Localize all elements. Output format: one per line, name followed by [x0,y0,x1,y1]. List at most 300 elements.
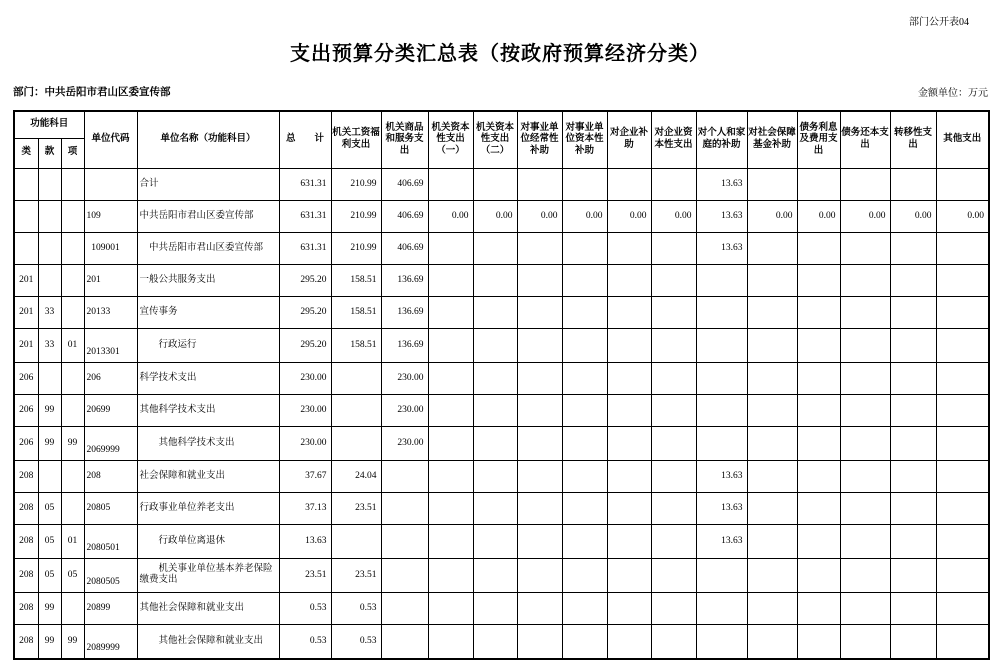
func-xiang-cell: 01 [61,328,84,362]
value-cell [517,592,562,624]
value-cell [473,426,517,460]
value-cell: 136.69 [381,296,428,328]
table-body [14,168,989,659]
unit-name-header: 单位名称（功能科目） [137,111,279,168]
value-cell [840,394,890,426]
value-cell [936,168,989,200]
value-cell [936,592,989,624]
value-cell [696,624,747,659]
value-cell [381,492,428,524]
value-cell: 0.00 [517,200,562,232]
func-xiang-cell [61,200,84,232]
value-cell [797,328,840,362]
value-cell: 295.20 [279,328,331,362]
func-lei-cell: 201 [14,264,38,296]
value-cell [562,426,607,460]
value-cell [651,624,696,659]
unit-name-cell: 行政单位离退休 [137,524,279,558]
value-col-header: 机关资本性支出（二） [473,111,517,168]
value-cell: 0.00 [797,200,840,232]
value-col-header: 转移性支出 [890,111,936,168]
value-cell [473,168,517,200]
value-cell [607,264,651,296]
value-cell [747,264,797,296]
value-cell [747,558,797,592]
value-cell [517,460,562,492]
value-cell [473,558,517,592]
value-cell: 0.53 [331,592,381,624]
value-cell [331,394,381,426]
value-cell: 230.00 [381,394,428,426]
value-cell [651,168,696,200]
value-cell [797,524,840,558]
value-cell [840,524,890,558]
func-lei-cell [14,168,38,200]
func-xiang-cell [61,264,84,296]
value-cell [797,426,840,460]
value-cell [747,624,797,659]
value-cell [936,558,989,592]
value-cell [651,296,696,328]
value-cell: 631.31 [279,232,331,264]
func-lei-cell: 208 [14,524,38,558]
func-group-header: 功能科目 [14,111,84,138]
value-cell: 24.04 [331,460,381,492]
value-cell [747,492,797,524]
table-row [14,200,989,232]
value-cell [890,592,936,624]
unit-code-cell: 109001 [84,232,137,264]
value-cell [696,394,747,426]
value-cell [890,558,936,592]
table-row [14,524,989,558]
value-cell [840,232,890,264]
table-row [14,362,989,394]
value-cell [428,624,473,659]
unit-name-cell: 科学技术支出 [137,362,279,394]
value-cell: 0.53 [279,592,331,624]
value-cell: 406.69 [381,200,428,232]
value-cell [428,394,473,426]
value-cell: 0.00 [607,200,651,232]
unit-code-cell: 208 [84,460,137,492]
value-cell [562,394,607,426]
value-cell: 0.00 [890,200,936,232]
value-col-header: 对社会保障基金补助 [747,111,797,168]
value-cell: 23.51 [331,558,381,592]
table-row [14,232,989,264]
unit-name-cell: 宣传事务 [137,296,279,328]
value-cell [562,592,607,624]
table-row [14,460,989,492]
value-cell [562,492,607,524]
value-cell [473,232,517,264]
value-cell [797,492,840,524]
value-cell: 158.51 [331,328,381,362]
value-cell [840,264,890,296]
value-cell [607,460,651,492]
value-cell [517,558,562,592]
value-cell: 13.63 [696,200,747,232]
value-cell [428,460,473,492]
value-col-header: 债务还本支出 [840,111,890,168]
value-cell: 23.51 [331,492,381,524]
value-cell [936,524,989,558]
value-cell [651,394,696,426]
value-cell [607,624,651,659]
func-xiang-cell: 99 [61,624,84,659]
value-cell: 230.00 [381,426,428,460]
value-cell [381,558,428,592]
value-cell [890,264,936,296]
table-row [14,592,989,624]
value-cell [428,296,473,328]
value-cell [473,394,517,426]
value-col-header: 机关商品和服务支出 [381,111,428,168]
value-cell [517,264,562,296]
value-cell [473,492,517,524]
value-cell [428,264,473,296]
value-cell [517,394,562,426]
func-lei-cell: 206 [14,426,38,460]
unit-code-cell: 20805 [84,492,137,524]
unit-name-cell: 一般公共服务支出 [137,264,279,296]
value-cell: 631.31 [279,168,331,200]
func-xiang-cell: 05 [61,558,84,592]
func-kuan-cell: 99 [38,394,61,426]
value-cell [840,426,890,460]
value-cell [747,592,797,624]
func-sub-header: 款 [38,138,61,168]
table-row [14,624,989,659]
value-cell [936,362,989,394]
value-cell [381,460,428,492]
value-cell [562,362,607,394]
unit-name-cell: 行政事业单位养老支出 [137,492,279,524]
value-cell [936,296,989,328]
value-cell: 0.00 [936,200,989,232]
value-cell [890,524,936,558]
value-cell: 230.00 [279,394,331,426]
func-xiang-cell [61,592,84,624]
value-col-header: 债务利息及费用支出 [797,111,840,168]
value-cell [696,426,747,460]
value-cell [607,168,651,200]
page-title: 支出预算分类汇总表（按政府预算经济分类） [290,43,710,65]
value-cell [890,168,936,200]
value-cell [381,624,428,659]
value-cell [517,296,562,328]
value-cell: 158.51 [331,264,381,296]
func-kuan-cell [38,362,61,394]
value-cell [562,296,607,328]
value-cell [428,524,473,558]
value-cell [428,168,473,200]
value-cell [517,168,562,200]
value-cell [797,362,840,394]
value-cell [696,296,747,328]
value-cell [696,592,747,624]
value-col-header: 对事业单位经常性补助 [517,111,562,168]
func-kuan-cell [38,168,61,200]
func-xiang-cell [61,460,84,492]
value-cell: 230.00 [279,426,331,460]
value-cell [797,394,840,426]
value-cell [747,232,797,264]
value-col-header: 机关资本性支出（一） [428,111,473,168]
func-xiang-cell: 01 [61,524,84,558]
value-cell [696,558,747,592]
value-cell [562,624,607,659]
amount-unit-note: 金额单位：万元 [918,88,988,99]
unit-code-cell: 2080501 [84,524,137,558]
value-cell [747,524,797,558]
unit-code-cell: 2080505 [84,558,137,592]
value-cell [797,296,840,328]
value-cell [936,328,989,362]
value-cell [607,394,651,426]
value-cell [747,394,797,426]
value-cell: 0.53 [331,624,381,659]
value-cell [428,362,473,394]
value-col-header: 机关工资福利支出 [331,111,381,168]
value-col-header: 对个人和家庭的补助 [696,111,747,168]
value-cell [890,624,936,659]
unit-name-cell: 其他社会保障和就业支出 [137,592,279,624]
func-xiang-cell [61,394,84,426]
func-kuan-cell: 05 [38,524,61,558]
value-cell [517,328,562,362]
value-cell [473,328,517,362]
value-cell [747,328,797,362]
value-cell [890,232,936,264]
func-lei-cell: 208 [14,624,38,659]
value-cell [562,558,607,592]
value-col-header: 对企业补助 [607,111,651,168]
value-cell [840,296,890,328]
unit-code-header: 单位代码 [84,111,137,168]
value-cell [607,558,651,592]
value-cell: 13.63 [279,524,331,558]
value-cell [331,362,381,394]
unit-code-cell: 2013301 [84,328,137,362]
value-cell [607,524,651,558]
table-row [14,426,989,460]
table-row [14,168,989,200]
value-cell [797,232,840,264]
value-cell [936,264,989,296]
value-cell: 0.00 [840,200,890,232]
value-cell: 13.63 [696,524,747,558]
budget-table [13,110,990,660]
func-kuan-cell: 05 [38,492,61,524]
value-cell [747,362,797,394]
func-xiang-cell [61,232,84,264]
func-lei-cell [14,200,38,232]
unit-name-cell: 合计 [137,168,279,200]
unit-code-cell [84,168,137,200]
value-cell [797,264,840,296]
value-cell [428,328,473,362]
func-lei-cell: 208 [14,492,38,524]
value-cell [651,328,696,362]
value-cell [890,296,936,328]
value-cell: 13.63 [696,492,747,524]
value-cell: 136.69 [381,328,428,362]
func-sub-header: 类 [14,138,38,168]
func-kuan-cell: 99 [38,624,61,659]
value-cell [747,426,797,460]
unit-code-cell: 2089999 [84,624,137,659]
unit-name-cell: 其他社会保障和就业支出 [137,624,279,659]
value-cell [840,328,890,362]
value-cell: 13.63 [696,460,747,492]
func-kuan-cell: 05 [38,558,61,592]
value-cell: 210.99 [331,168,381,200]
value-cell [840,624,890,659]
value-cell [651,362,696,394]
value-cell: 13.63 [696,232,747,264]
value-cell [840,592,890,624]
value-cell [840,492,890,524]
func-lei-cell: 208 [14,558,38,592]
func-kuan-cell [38,200,61,232]
value-col-header: 对事业单位资本性补助 [562,111,607,168]
value-cell [840,168,890,200]
value-cell: 13.63 [696,168,747,200]
value-cell [936,232,989,264]
value-cell: 631.31 [279,200,331,232]
value-cell [797,592,840,624]
value-cell [747,460,797,492]
value-cell [517,232,562,264]
value-cell [381,524,428,558]
value-cell [562,524,607,558]
func-lei-cell [14,232,38,264]
value-col-header: 其他支出 [936,111,989,168]
value-col-header: 总 计 [279,111,331,168]
value-cell [890,492,936,524]
value-cell: 158.51 [331,296,381,328]
value-cell [428,492,473,524]
value-cell [607,426,651,460]
doc-label: 部门公开表04 [909,17,969,28]
value-cell: 295.20 [279,296,331,328]
value-cell [890,426,936,460]
value-cell [651,232,696,264]
table-row [14,492,989,524]
value-cell: 406.69 [381,168,428,200]
unit-code-cell: 206 [84,362,137,394]
value-cell [797,624,840,659]
func-lei-cell: 208 [14,592,38,624]
subline [13,84,988,99]
value-cell [331,426,381,460]
value-cell [840,362,890,394]
value-cell [473,524,517,558]
table-header [14,111,989,168]
department-label: 部门：中共岳阳市君山区委宣传部 [13,87,171,98]
func-kuan-cell: 99 [38,592,61,624]
value-cell [562,168,607,200]
unit-code-cell: 201 [84,264,137,296]
table-row [14,296,989,328]
value-cell [936,624,989,659]
func-kuan-cell [38,232,61,264]
value-cell [936,394,989,426]
value-cell [651,460,696,492]
func-kuan-cell [38,264,61,296]
value-cell: 0.00 [747,200,797,232]
value-cell: 0.00 [651,200,696,232]
func-lei-cell: 208 [14,460,38,492]
value-cell [562,264,607,296]
value-cell: 210.99 [331,232,381,264]
value-cell [428,426,473,460]
value-cell [840,558,890,592]
func-lei-cell: 206 [14,394,38,426]
value-cell [890,460,936,492]
func-kuan-cell: 33 [38,296,61,328]
value-cell [797,168,840,200]
value-cell [747,296,797,328]
unit-name-cell: 社会保障和就业支出 [137,460,279,492]
value-cell [607,296,651,328]
value-cell [936,492,989,524]
table-row [14,394,989,426]
func-lei-cell: 201 [14,328,38,362]
value-cell [747,168,797,200]
value-cell: 0.00 [473,200,517,232]
value-cell [696,264,747,296]
value-cell [562,460,607,492]
unit-code-cell: 20133 [84,296,137,328]
header-row-1 [14,111,989,138]
func-lei-cell: 206 [14,362,38,394]
value-cell [473,624,517,659]
value-cell [473,362,517,394]
table-row [14,328,989,362]
value-cell [840,460,890,492]
unit-code-cell: 20699 [84,394,137,426]
value-cell [936,426,989,460]
value-cell [797,460,840,492]
value-cell [651,426,696,460]
value-cell: 230.00 [279,362,331,394]
func-xiang-cell [61,168,84,200]
unit-name-cell: 中共岳阳市君山区委宣传部 [137,232,279,264]
value-cell [890,328,936,362]
value-cell [473,592,517,624]
value-cell [936,460,989,492]
value-cell [428,592,473,624]
func-lei-cell: 201 [14,296,38,328]
unit-name-cell: 其他科学技术支出 [137,426,279,460]
value-cell: 0.00 [562,200,607,232]
value-cell [517,362,562,394]
value-cell [562,328,607,362]
value-cell [797,558,840,592]
value-cell [607,592,651,624]
value-cell [651,492,696,524]
func-kuan-cell: 33 [38,328,61,362]
value-cell: 230.00 [381,362,428,394]
unit-code-cell: 20899 [84,592,137,624]
func-kuan-cell [38,460,61,492]
value-col-header: 对企业资本性支出 [651,111,696,168]
unit-code-cell: 109 [84,200,137,232]
func-sub-header: 项 [61,138,84,168]
